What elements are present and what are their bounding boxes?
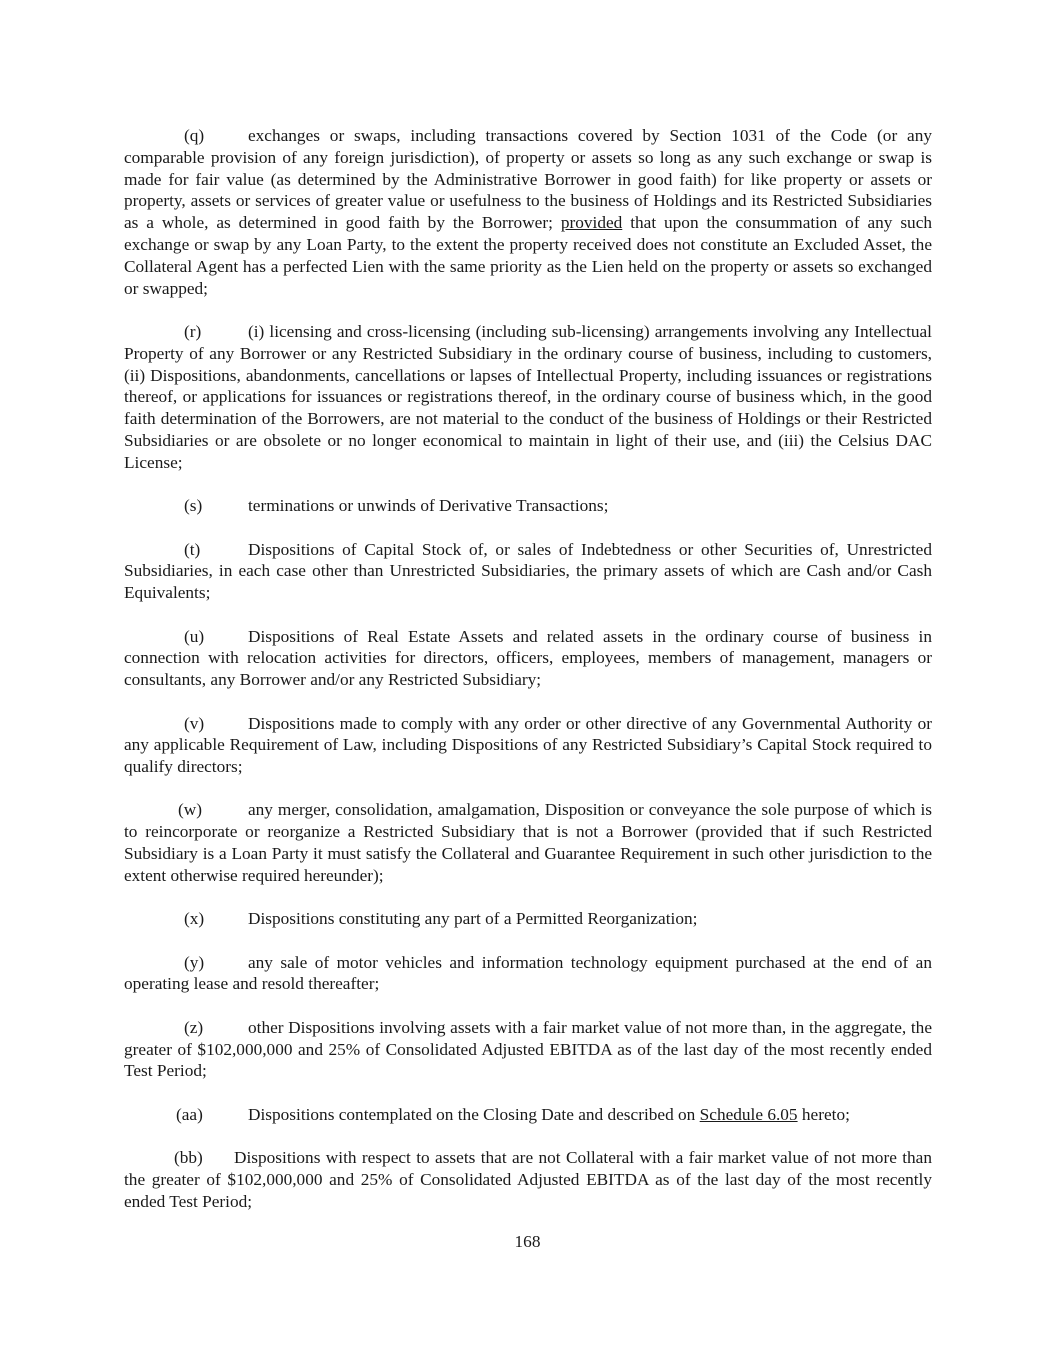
clause-text: other Dispositions involving assets with a fair market value of not more than, in the aggregate, the greater of $102,000,000 and 25% of Consolidated Adjusted EBITDA as of the last day of the most recently ended Test Period; — [124, 1017, 932, 1081]
clause-label: (y) — [184, 952, 205, 972]
clause-text: any sale of motor vehicles and information technology equipment purchased at the end of an operating lease and resold thereafter; — [124, 952, 932, 994]
clause-x — [124, 908, 932, 930]
clause-z — [124, 1017, 932, 1082]
clause-w — [124, 799, 932, 886]
clause-text-continued: that upon the consummation of any such exchange or swap by any Loan Party, to the extent the property received does not constitute an Excluded Asset, the Collateral Agent has a perfected Lien with the same priority as the Lien held on the property or assets so exchanged or swapped; — [124, 213, 933, 298]
clause-label: (bb) — [174, 1148, 203, 1168]
clause-text: (i) licensing and cross-licensing (including sub-licensing) arrangements involving any Intellectual Property of any Borrower or any Restricted Subsidiary in the ordinary course of business, including to customers, (ii) Dispositions, abandonments, cancellations or lapses of Intellectual Property, including issuances or registrations thereof, or applications for issuances or registrations thereof, in the ordinary course of business which, in the good faith determination of the Borrowers, are not material to the conduct of the business of Holdings or their Restricted Subsidiaries or are obsolete or no longer economical to maintain in light of their use, and (iii) the Celsius DAC License; — [124, 321, 932, 472]
schedule-reference: Schedule 6.05 — [699, 1104, 798, 1124]
clause-label: (q) — [184, 126, 205, 145]
clause-text: Dispositions of Capital Stock of, or sales of Indebtedness or other Securities of, Unrestricted Subsidiaries, in each case other than Unrestricted Subsidiaries, the primary assets of which are Cash and/or Cash Equivalents; — [124, 539, 932, 603]
clause-u — [124, 626, 932, 691]
underlined-term: provided — [560, 213, 623, 233]
clause-label: (t) — [184, 539, 201, 559]
clause-text-continued: hereto; — [801, 1104, 850, 1124]
clause-text: Dispositions with respect to assets that are not Collateral with a fair market value of not more than the greater of $102,000,000 and 25% of Consolidated Adjusted EBITDA as of the last day of the most recently ended Test Period; — [124, 1148, 932, 1211]
clause-text: any merger, consolidation, amalgamation, Disposition or conveyance the sole purpose of which is to reincorporate or reorganize a Restricted Subsidiary that is not a Borrower (provided that if such Restricted Subsidiary is a Loan Party it must satisfy the Collateral and Guarantee Requirement in such other jurisdiction to the extent otherwise required hereunder); — [124, 800, 932, 885]
clause-label: (z) — [184, 1017, 204, 1037]
clause-label: (aa) — [176, 1104, 203, 1124]
clause-label: (u) — [184, 626, 205, 646]
page-number: 168 — [514, 1232, 541, 1251]
clause-text: Dispositions of Real Estate Assets and related assets in the ordinary course of business in connection with relocation activities for directors, officers, employees, members of management, managers or consultants, any Borrower and/or any Restricted Subsidiary; — [124, 626, 932, 690]
clause-q — [124, 125, 932, 299]
clause-v — [124, 713, 932, 778]
document-body — [124, 125, 932, 1234]
clause-text: terminations or unwinds of Derivative Transactions; — [248, 496, 609, 516]
clause-s — [124, 495, 932, 517]
clause-label: (x) — [184, 909, 205, 929]
clause-y — [124, 952, 932, 996]
clause-t — [124, 539, 932, 604]
clause-label: (v) — [184, 713, 205, 733]
clause-label: (r) — [184, 321, 202, 341]
clause-label: (w) — [178, 800, 202, 820]
clause-label: (s) — [184, 496, 203, 516]
clause-text: Dispositions constituting any part of a Permitted Reorganization; — [248, 909, 698, 929]
clause-aa — [124, 1104, 932, 1126]
clause-r — [124, 321, 932, 474]
clause-text: Dispositions made to comply with any order or other directive of any Governmental Authority or any applicable Requirement of Law, including Dispositions of any Restricted Subsidiary’s Capital Stock required to qualify directors; — [124, 713, 932, 777]
clause-bb — [124, 1147, 932, 1212]
clause-text: exchanges or swaps, including transactions covered by Section 1031 of the Code (or any comparable provision of any foreign jurisdiction), of property or assets so long as any such exchange or swap is made for fair value (as determined by the Administrative Borrower in good faith) for like property or assets or property, assets or services of greater value or usefulness to the business of Holdings and its Restricted Subsidiaries as a whole, as determined in good faith by the Borrower; — [124, 126, 932, 233]
clause-text: Dispositions contemplated on the Closing Date and described on — [248, 1104, 696, 1124]
